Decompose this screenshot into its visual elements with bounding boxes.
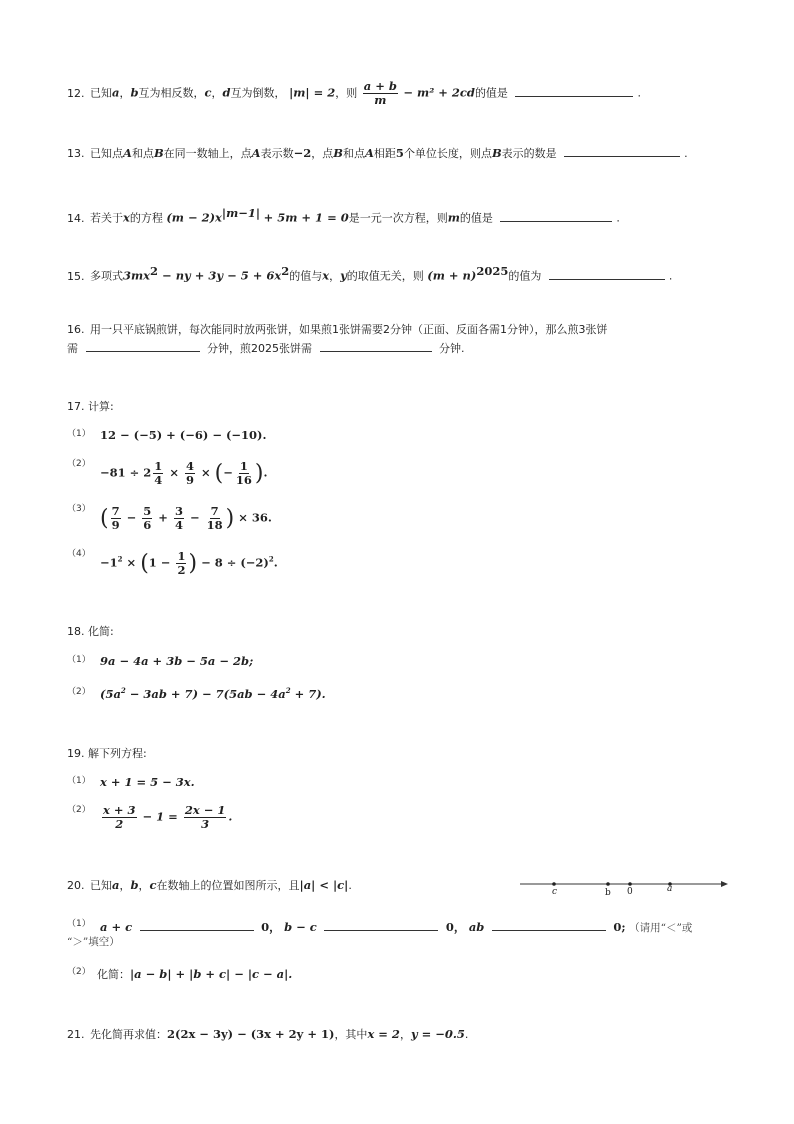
fraction: $\frac{a + b}{m}$ <box>363 79 397 107</box>
label-a: a <box>667 884 673 894</box>
question-16-line2: 需 分钟，煎2025张饼需 分钟. <box>67 342 465 355</box>
question-14: 14. 若关于x的方程 $(m - 2)x^{|m-1|} + 5m + 1 = 0$是一元一次方程，则m的值是 . <box>67 206 620 225</box>
answer-blank[interactable] <box>492 920 606 931</box>
question-16: 16. 用一只平底锅煎饼，每次能同时放两张饼，如果煎1张饼需要2分钟（正面、反面各需1分钟），那么煎3张饼 <box>67 323 608 336</box>
number-line <box>518 874 732 900</box>
question-20: 20. 已知a，b，c在数轴上的位置如图所示，且|a| < |c|. <box>67 878 352 892</box>
question-13: 13. 已知点A和点B在同一数轴上，点A表示数−2，点B和点A相距5个单位长度，则点B表示的数是 . <box>67 146 688 160</box>
q20-hint-line2: “＞”填空） <box>67 936 120 948</box>
label-b: b <box>605 888 611 898</box>
answer-blank[interactable] <box>320 341 432 352</box>
point-b <box>606 882 610 886</box>
number-line-arrow <box>721 881 728 887</box>
question-18-title: 18. 化简: <box>67 625 114 638</box>
answer-blank[interactable] <box>324 920 438 931</box>
answer-blank[interactable] <box>500 211 612 222</box>
label-c: c <box>552 887 558 897</box>
point-zero <box>628 882 632 886</box>
answer-blank[interactable] <box>86 341 200 352</box>
question-17-title: 17. 计算: <box>67 400 114 413</box>
point-c <box>552 882 556 886</box>
answer-blank[interactable] <box>564 146 680 157</box>
question-19-title: 19. 解下列方程: <box>67 747 147 760</box>
question-21: 21. 先化简再求值：2(2x − 3y) − (3x + 2y + 1)，其中x = 2，y = −0.5. <box>67 1027 469 1041</box>
question-12: 12. 已知a，b互为相反数，c，d互为倒数， |m| = 2，则 $\frac{a + b}{m}$ − m² + 2cd的值是 . <box>67 79 641 107</box>
question-15: 15. 多项式$3mx^2$ − ny + $3y - 5 + 6x^2$的值与x，y的取值无关，则 $(m + n)^{2025}$的值为 . <box>67 264 673 283</box>
answer-blank[interactable] <box>549 269 665 280</box>
answer-blank[interactable] <box>140 920 254 931</box>
label-zero: 0 <box>627 887 633 897</box>
answer-blank[interactable] <box>515 86 633 97</box>
